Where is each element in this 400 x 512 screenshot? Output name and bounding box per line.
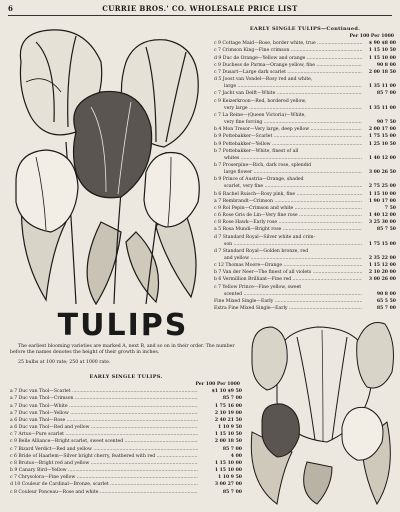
variety-price: 85 7 50: [362, 226, 396, 233]
variety-name: c 12 Thomas Moore—Orange .....: [214, 262, 396, 269]
intro-paragraph: The earliest blooming varieties are marked A, next B, and so on in their order. The number before the names denotes the height of their growth in inches.: [10, 344, 235, 356]
variety-name: a 5 Rosa Mundi—Bright rose .....: [214, 226, 396, 233]
variety-price: $1 10 $9 50: [198, 388, 242, 395]
variety-price: 1 35 11 00: [362, 83, 396, 90]
variety-name: c 7 Jacht van Delft—White .....: [214, 90, 396, 97]
variety-name: c 7 Chrysolora—Fine yellow .....: [10, 474, 242, 481]
price-list-row: [214, 55, 396, 62]
variety-name: b 4 Mon Tresor—Very large, deep yellow .....: [214, 126, 396, 133]
variety-name: d 9 Duc de Orange—Yellow and orange .....: [214, 55, 396, 62]
variety-name: b 9 Prince of Austria—Orange, shaded: [214, 177, 304, 183]
variety-name: a 7 Duc van Thol—Crimson .....: [10, 395, 242, 402]
page-title: TULIPS: [57, 308, 189, 343]
variety-name: b 9 Pottebakker—Scarlet .....: [214, 133, 396, 140]
variety-name: Fine Mixed Single—Early .....: [214, 298, 396, 305]
section-heading: EARLY SINGLE TULIPS.: [89, 374, 163, 380]
variety-price: 85 7 00: [362, 305, 396, 312]
page-header-title: CURRIE BROS.' CO. WHOLESALE PRICE LIST: [102, 4, 298, 13]
header-rule: [8, 15, 392, 16]
variety-price: 1 15 12 00: [362, 262, 396, 269]
price-list-row: [214, 133, 396, 140]
variety-price: 1 90 17 00: [362, 198, 396, 205]
price-list-row: [10, 424, 242, 431]
price-list-row: [214, 40, 396, 47]
variety-name: c 9 Cottage Maid—Rose, border white, true .....: [214, 40, 396, 47]
variety-price: 85 7 00: [198, 489, 242, 496]
price-list-row: [10, 438, 242, 445]
intro-text: [10, 344, 242, 366]
variety-name: a 7 Rembrandt—Crimson .....: [214, 198, 396, 205]
page-header: [8, 4, 392, 16]
price-list-row: [214, 191, 396, 198]
variety-price: 1 10 9 50: [198, 424, 242, 431]
variety-name: a 7 Duc van Thol—White .....: [10, 403, 242, 410]
price-list-row: [214, 262, 396, 269]
variety-price: 3 00 26 00: [362, 276, 396, 283]
tulip-illustration: [6, 22, 206, 305]
variety-name-continued: son .....: [214, 241, 396, 248]
variety-price: 2 10 19 00: [198, 410, 242, 417]
variety-name: c 8 Couleur Ponceau—Rose and white .....: [10, 489, 242, 496]
price-list-row: [214, 176, 396, 190]
variety-name: a 7 Duc van Thol—Scarlet .....: [10, 388, 242, 395]
variety-price: 2 00 18 50: [362, 69, 396, 76]
price-list-row: [10, 417, 242, 424]
price-list-row: [214, 47, 396, 54]
bulb-rate: 25 bulbs at 100 rate; 250 at 1000 rate.: [18, 359, 111, 365]
variety-name-continued: large .....: [214, 83, 396, 90]
price-list-row: [10, 395, 242, 402]
variety-name: c 9 Rol Pepin—Crimson and white .....: [214, 205, 396, 212]
price-columns-header: Per 100 Per 1000: [195, 382, 240, 388]
variety-name: b 9 Pottebakker—Yellow .....: [214, 141, 396, 148]
variety-price: 1 25 10 50: [362, 141, 396, 148]
price-list-row: [214, 205, 396, 212]
variety-name: c 9 Duchess de Parma—Orange yellow, fine .....: [214, 62, 396, 69]
price-list-row: [214, 76, 396, 90]
variety-price: 3 25 30 00: [362, 219, 396, 226]
variety-name: d 7 Standard Royal—Golden bronze, red: [214, 248, 309, 254]
price-list-row: [214, 62, 396, 69]
variety-name: c 9 Belle Alliance—Bright scarlet, sweet scented .....: [10, 438, 242, 445]
variety-price: 1 75 15 00: [362, 241, 396, 248]
price-list-row: [10, 388, 242, 395]
variety-name: a 7 Duc van Thol—Yellow .....: [10, 410, 242, 417]
variety-price: 1 40 12 00: [362, 155, 396, 162]
page-number: 6: [8, 4, 13, 13]
variety-price: 3 00 26 50: [362, 169, 396, 176]
price-columns-header: Per 100 Per 1000: [349, 34, 394, 40]
variety-price: 1 75 16 00: [198, 403, 242, 410]
variety-price: 90 8 00: [362, 62, 396, 69]
variety-price: 2 40 21 50: [198, 417, 242, 424]
variety-price: $ 90 $8 00: [362, 40, 396, 47]
variety-price: 4 00: [198, 453, 242, 460]
price-list-row: [214, 162, 396, 176]
variety-price: 1 15 10 00: [362, 55, 396, 62]
variety-name: c 7 Dusart—Large dark scarlet .....: [214, 69, 396, 76]
variety-price: 2 75 25 00: [362, 183, 396, 190]
variety-name: b 6 Vermillion Brilliant—Fine red .....: [214, 276, 396, 283]
variety-price: 1 75 15 00: [362, 133, 396, 140]
variety-name: d 10 Couleur de Cardinal—Bronze, scarlet .....: [10, 481, 242, 488]
price-list-row: [214, 69, 396, 76]
variety-name-continued: scarlet, very fine .....: [214, 183, 396, 190]
variety-name: c 7 Crimson King—Fine crimson .....: [214, 47, 396, 54]
variety-price: 1 15 10 00: [362, 191, 396, 198]
variety-name-continued: large flower .....: [214, 169, 396, 176]
price-list-row: [10, 431, 242, 438]
variety-name: b 7 Van der Neer—The finest of all violets .....: [214, 269, 396, 276]
variety-name: b 9 Canary Bird—Yellow .....: [10, 467, 242, 474]
variety-price: 65 5 50: [362, 298, 396, 305]
price-list-row: [214, 298, 396, 305]
variety-price: 7 50: [362, 205, 396, 212]
variety-name-continued: very fine forcing .....: [214, 119, 396, 126]
price-list-row: [10, 489, 242, 496]
variety-price: 1 10 9 50: [198, 474, 242, 481]
variety-price: 90 8 00: [362, 291, 396, 298]
variety-price: 1 40 12 00: [362, 212, 396, 219]
variety-name: c 7 Bizard Verdict—Red and yellow .....: [10, 446, 242, 453]
price-list-row: [214, 112, 396, 126]
variety-price: 2 00 17 00: [362, 126, 396, 133]
price-list-row: [10, 467, 242, 474]
variety-price: 85 7 00: [198, 395, 242, 402]
price-list-row: [214, 276, 396, 283]
price-list-row: [214, 198, 396, 205]
variety-price: 2 10 20 00: [362, 269, 396, 276]
price-list-row: [10, 474, 242, 481]
variety-price: 85 7 00: [198, 446, 242, 453]
price-list-row: [214, 219, 396, 226]
variety-name: c 8 Rose Hawk—Early rose .....: [214, 219, 396, 226]
variety-name-continued: and yellow .....: [214, 255, 396, 262]
price-list-row: [214, 226, 396, 233]
variety-price: 90 7 50: [362, 119, 396, 126]
section-heading: EARLY SINGLE TULIPS—Continued.: [249, 26, 361, 32]
variety-price: 1 15 10 00: [198, 467, 242, 474]
variety-name: c 7 Artus—Pure scarlet .....: [10, 431, 242, 438]
variety-name: b 7 Proserpine—Rich, dark rose, splendid: [214, 162, 312, 168]
price-list-row: [214, 141, 396, 148]
variety-name: b 6 Rachel Ruisch—Rosy pink, fine .....: [214, 191, 396, 198]
tulip-bouquet-illustration: [247, 312, 397, 505]
variety-name-continued: whites .....: [214, 155, 396, 162]
price-list-row: [214, 90, 396, 97]
early-single-tulips: [10, 374, 242, 496]
price-list-row: [214, 234, 396, 248]
variety-name: Extra Fine Mixed Single—Early .....: [214, 305, 396, 312]
variety-name: a 6 Duc van Thol—Rose .....: [10, 417, 242, 424]
price-list-row: [214, 284, 396, 298]
variety-price: 1 15 10 50: [362, 47, 396, 54]
variety-price: 2 00 18 50: [198, 438, 242, 445]
variety-price: 1 15 10 00: [198, 460, 242, 467]
variety-price: 2 35 22 00: [362, 255, 396, 262]
variety-price: 1 35 11 00: [362, 105, 396, 112]
price-list-row: [10, 460, 242, 467]
variety-name: c 6 Rose Gris de Lin—Very fine rose .....: [214, 212, 396, 219]
price-list-row: [10, 446, 242, 453]
variety-name: c 9 Keizerkroon—Red, bordered yellow,: [214, 98, 307, 104]
price-list-row: [10, 410, 242, 417]
variety-name: d 7 Standard Royal—Silver white and crim-: [214, 234, 316, 240]
price-list-row: [10, 453, 242, 460]
price-list-row: [214, 248, 396, 262]
variety-name-continued: scented .....: [214, 291, 396, 298]
variety-name: b 7 Pottebakker—White, finest of all: [214, 148, 299, 154]
variety-name: c 6 Bride of Haarlem—Silver bright cherry, feathered with red .....: [10, 453, 242, 460]
price-list-row: [214, 98, 396, 112]
price-list-row: [214, 269, 396, 276]
price-list-row: [10, 403, 242, 410]
variety-name: c 7 Yellow Prince—Fine yellow, sweet: [214, 284, 302, 290]
early-single-tulips-continued: [214, 26, 396, 312]
variety-name: c 8 Brutus—Bright red and yellow .....: [10, 460, 242, 467]
variety-price: 1 15 10 50: [198, 431, 242, 438]
price-list-row: [214, 126, 396, 133]
variety-name: c 7 La Reine—(Queen Victoria)—White,: [214, 112, 306, 118]
variety-name: a 6 Duc van Thol—Red and yellow .....: [10, 424, 242, 431]
variety-name: d 5 Joost van Vondel—Rosy red and white,: [214, 77, 313, 83]
variety-price: 85 7 00: [362, 90, 396, 97]
price-list-row: [214, 148, 396, 162]
variety-price: 3 00 27 00: [198, 481, 242, 488]
price-list-row: [10, 481, 242, 488]
variety-name-continued: very large .....: [214, 105, 396, 112]
price-list-row: [214, 212, 396, 219]
